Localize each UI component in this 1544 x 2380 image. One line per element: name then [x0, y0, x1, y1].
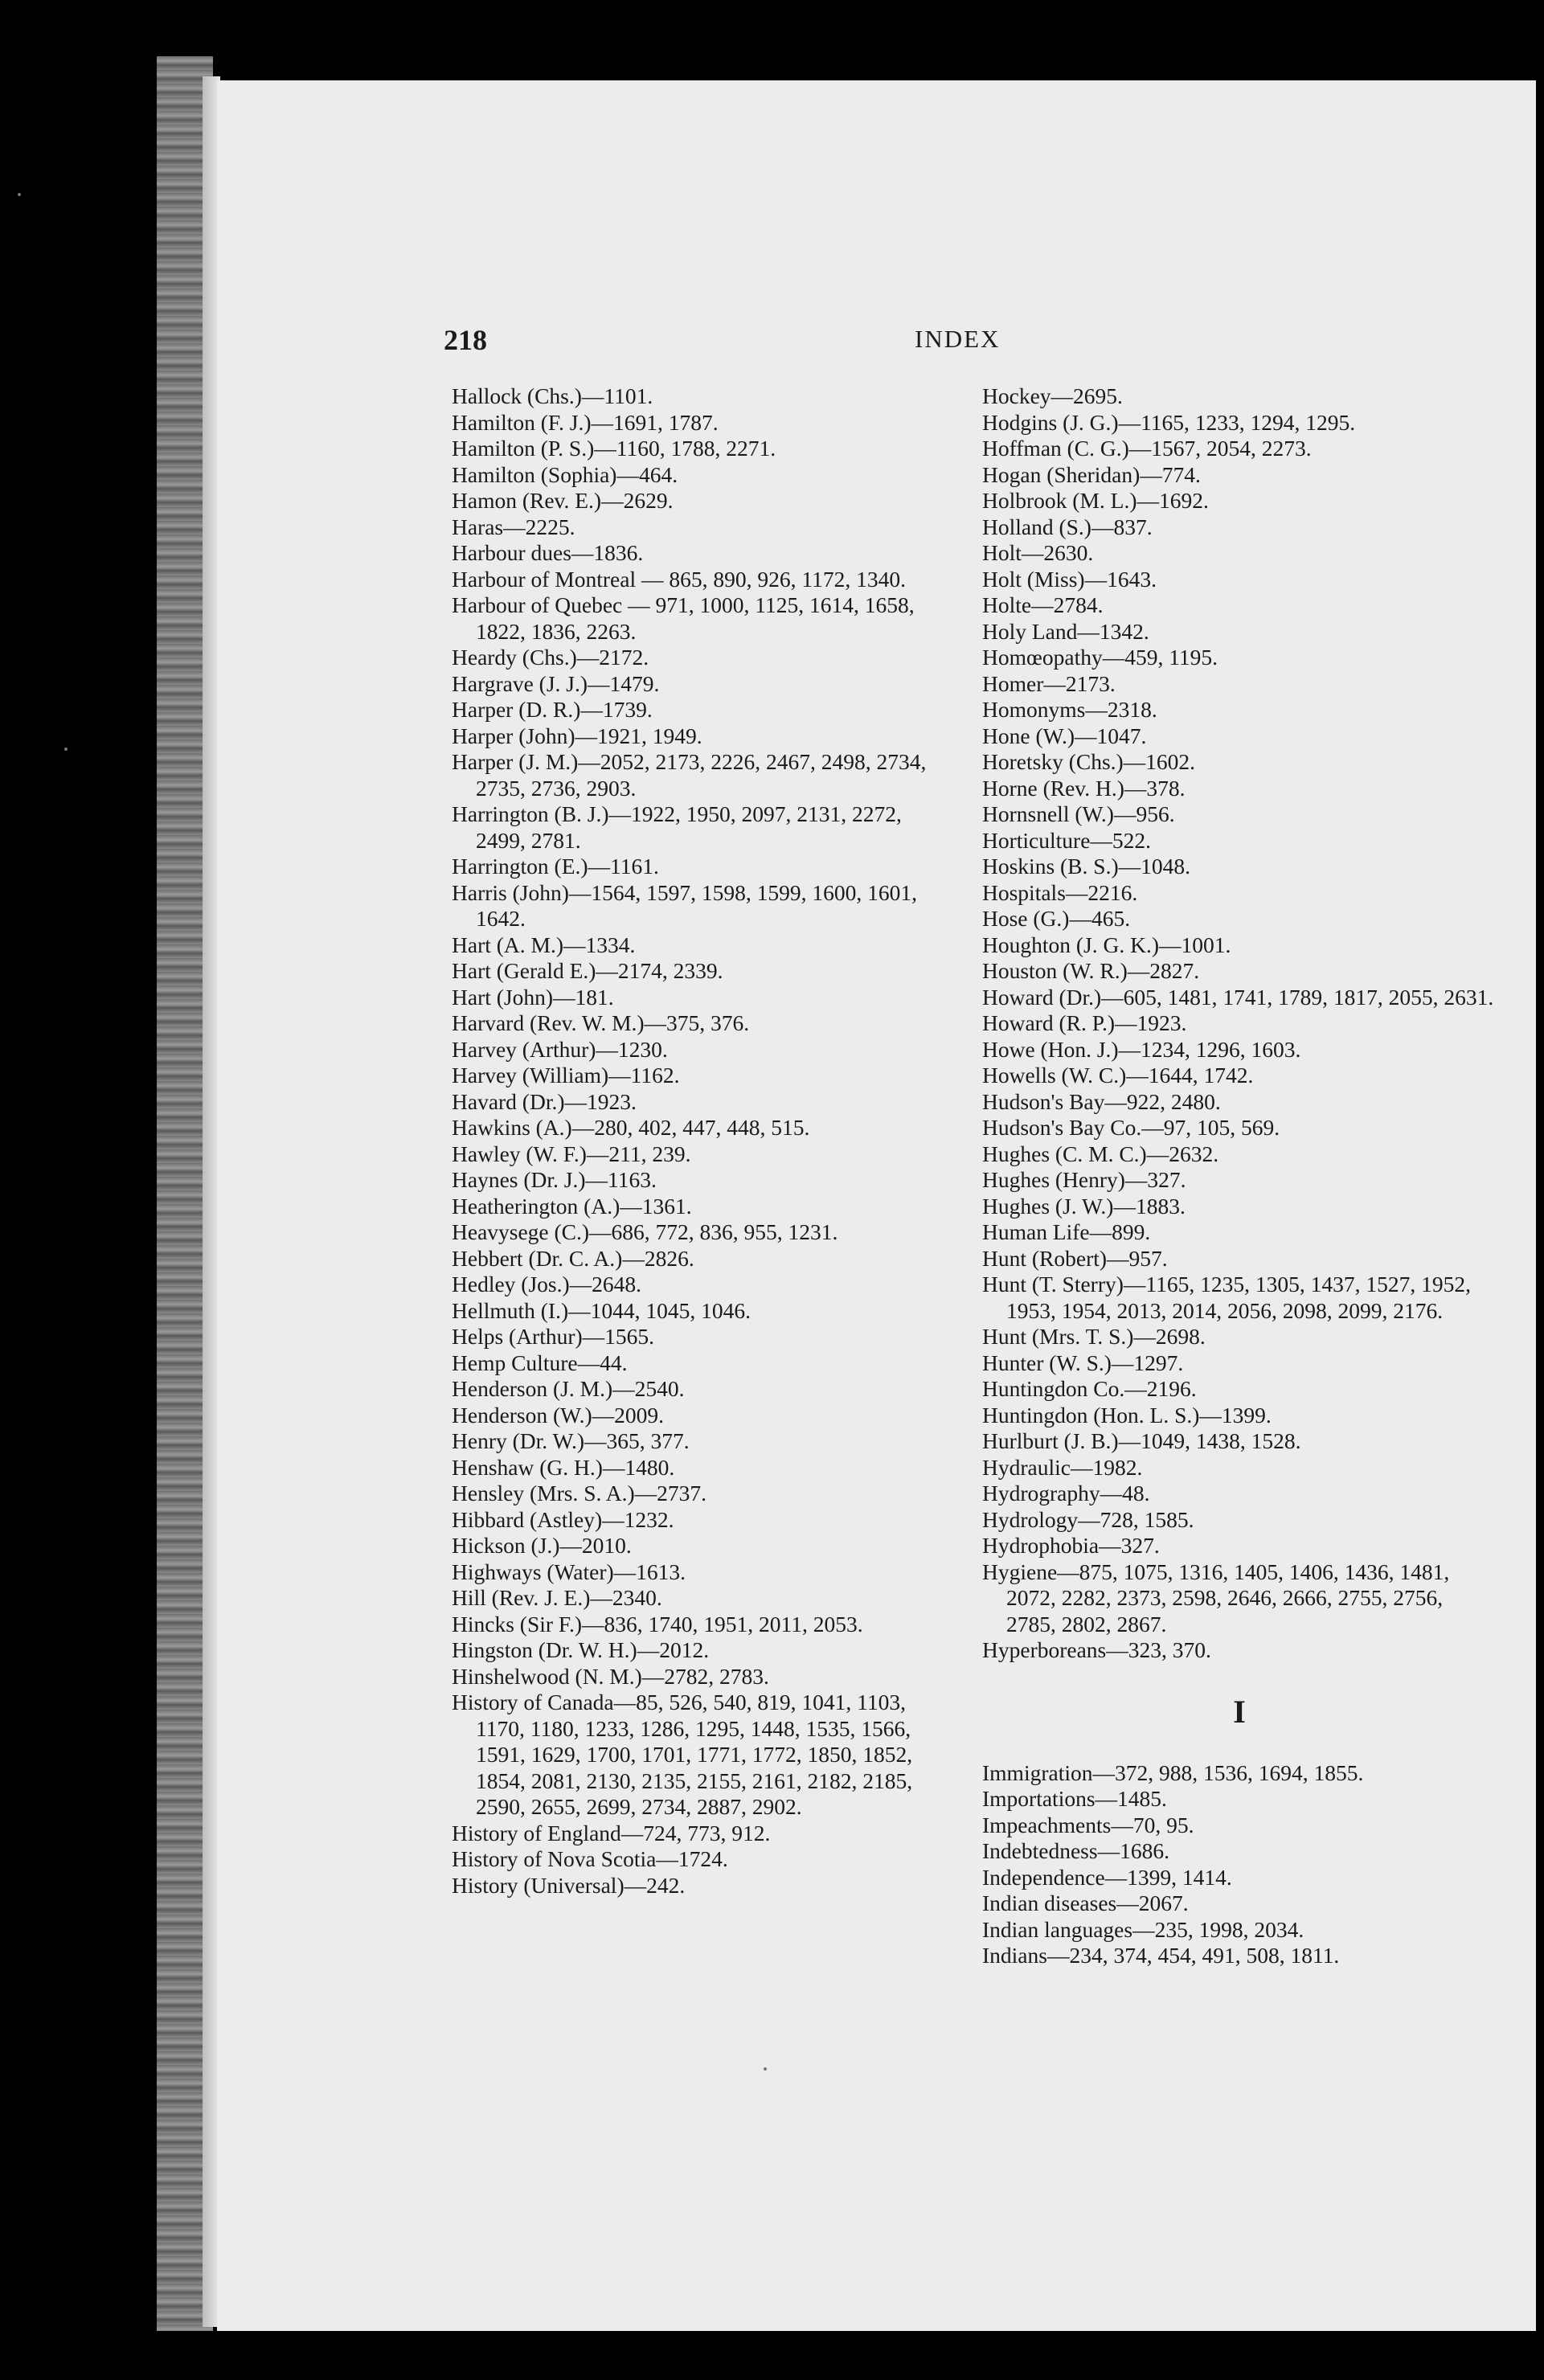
index-entry: Harper (John)—1921, 1949. — [452, 723, 702, 748]
index-entry: Houghton (J. G. K.)—1001. — [982, 932, 1231, 957]
index-entry: Hincks (Sir F.)—836, 1740, 1951, 2011, 2053. — [452, 1611, 863, 1637]
index-column-left — [452, 383, 950, 1899]
index-entry: Helps (Arthur)—1565. — [452, 1324, 655, 1349]
index-entry: Hart (Gerald E.)—2174, 2339. — [452, 958, 723, 983]
index-entry: Hebbert (Dr. C. A.)—2826. — [452, 1245, 694, 1271]
index-entry: Henderson (J. M.)—2540. — [452, 1376, 685, 1401]
index-entry: Huntingdon (Hon. L. S.)—1399. — [982, 1402, 1272, 1428]
index-entry: Hunt (T. Sterry)—1165, 1235, 1305, 1437, 1527, 1952, 1953, 1954, 2013, 2014, 2056, 2098, 2099, 2176. — [982, 1272, 1472, 1323]
index-entry: Hudson's Bay Co.—97, 105, 569. — [982, 1115, 1280, 1140]
index-entry: Indians—234, 374, 454, 491, 508, 1811. — [982, 1943, 1340, 1968]
index-entry: History of Canada—85, 526, 540, 819, 1041, 1103, 1170, 1180, 1233, 1286, 1295, 1448, 1535, 1566, 1591, 1629, 1700, 1701, 1771, 1772, 1850, 1852, 1854, 2081, 2130, 2135, 2155, 2161, 2182, 2185, 2590, 2655, 2699, 2734, 2887, 2902. — [452, 1690, 913, 1819]
section-letter-heading: I — [1233, 1693, 1246, 1730]
index-entry: Hamilton (P. S.)—1160, 1788, 2271. — [452, 436, 776, 461]
index-entry: Harrington (E.)—1161. — [452, 854, 659, 879]
index-entry: Harper (J. M.)—2052, 2173, 2226, 2467, 2498, 2734, 2735, 2736, 2903. — [452, 749, 927, 801]
index-entry: History of Nova Scotia—1724. — [452, 1846, 728, 1871]
index-entry: Hawkins (A.)—280, 402, 447, 448, 515. — [452, 1115, 810, 1140]
index-entry: Holt (Miss)—1643. — [982, 566, 1157, 592]
index-entry: Hydraulic—1982. — [982, 1454, 1143, 1480]
index-entry: Hedley (Jos.)—2648. — [452, 1272, 642, 1297]
index-entry: Homer—2173. — [982, 670, 1116, 696]
ink-speck — [18, 193, 21, 196]
index-entry: Hickson (J.)—2010. — [452, 1533, 632, 1558]
index-entry: Haynes (Dr. J.)—1163. — [452, 1167, 657, 1192]
index-entry: Indian diseases—2067. — [982, 1890, 1189, 1915]
index-entry: Harris (John)—1564, 1597, 1598, 1599, 1600, 1601, 1642. — [452, 879, 917, 931]
index-entry: Impeachments—70, 95. — [982, 1812, 1194, 1837]
index-entry: Hyperboreans—323, 370. — [982, 1637, 1211, 1662]
index-entry: Hoskins (B. S.)—1048. — [982, 854, 1190, 879]
index-entry: Hornsnell (W.)—956. — [982, 801, 1175, 826]
index-entry: Hughes (C. M. C.)—2632. — [982, 1141, 1219, 1166]
index-entry: History (Universal)—242. — [452, 1872, 686, 1898]
index-entry: Hunter (W. S.)—1297. — [982, 1350, 1184, 1375]
index-entry: Hamon (Rev. E.)—2629. — [452, 488, 674, 513]
index-entry: Harbour of Montreal — 865, 890, 926, 1172, 1340. — [452, 566, 906, 592]
index-entry: Hurlburt (J. B.)—1049, 1438, 1528. — [982, 1428, 1301, 1453]
index-entry: Harper (D. R.)—1739. — [452, 697, 653, 722]
index-entry: Importations—1485. — [982, 1786, 1167, 1811]
index-entry: History of England—724, 773, 912. — [452, 1820, 771, 1845]
index-entry: Hamilton (Sophia)—464. — [452, 461, 678, 487]
index-column-right — [982, 383, 1497, 1969]
page-number: 218 — [444, 324, 487, 356]
index-entry: Henshaw (G. H.)—1480. — [452, 1454, 675, 1480]
index-entry: Hinshelwood (N. M.)—2782, 2783. — [452, 1663, 769, 1689]
index-entry: Harbour dues—1836. — [452, 540, 644, 565]
index-entry: Hockey—2695. — [982, 383, 1123, 408]
index-entry: Indian languages—235, 1998, 2034. — [982, 1916, 1304, 1942]
index-entry: Holbrook (M. L.)—1692. — [982, 488, 1209, 513]
index-entry: Holt—2630. — [982, 540, 1094, 565]
index-entry: Human Life—899. — [982, 1219, 1151, 1244]
index-entry: Houston (W. R.)—2827. — [982, 958, 1200, 983]
index-entry: Hart (John)—181. — [452, 984, 614, 1010]
index-entry: Hill (Rev. J. E.)—2340. — [452, 1585, 662, 1610]
index-entry: Holy Land—1342. — [982, 618, 1149, 644]
index-entry: Howe (Hon. J.)—1234, 1296, 1603. — [982, 1036, 1301, 1062]
index-entry: Hodgins (J. G.)—1165, 1233, 1294, 1295. — [982, 409, 1356, 435]
index-entry: Hose (G.)—465. — [982, 906, 1131, 931]
ink-speck — [64, 748, 68, 751]
index-entry: Hygiene—875, 1075, 1316, 1405, 1406, 1436, 1481, 2072, 2282, 2373, 2598, 2646, 2666, 2755, 2756, 2785, 2802, 2867. — [982, 1559, 1450, 1637]
index-entry: Hemp Culture—44. — [452, 1350, 628, 1375]
index-entry: Hydrography—48. — [982, 1481, 1150, 1505]
index-entry: Hughes (Henry)—327. — [982, 1167, 1186, 1192]
index-entry: Homœopathy—459, 1195. — [982, 645, 1218, 670]
index-entry: Hamilton (F. J.)—1691, 1787. — [452, 409, 719, 435]
index-entry: Howard (Dr.)—605, 1481, 1741, 1789, 1817, 2055, 2631. — [982, 984, 1494, 1010]
index-entry: Hingston (Dr. W. H.)—2012. — [452, 1637, 710, 1662]
index-entry: Hydrology—728, 1585. — [982, 1506, 1194, 1532]
index-entry: Howells (W. C.)—1644, 1742. — [982, 1063, 1254, 1088]
index-entry: Heardy (Chs.)—2172. — [452, 645, 649, 670]
index-entry: Hospitals—2216. — [982, 879, 1138, 905]
index-entry: Holland (S.)—837. — [982, 514, 1153, 539]
page-title: INDEX — [915, 325, 1001, 353]
index-entry: Hone (W.)—1047. — [982, 723, 1147, 748]
index-entry: Harbour of Quebec — 971, 1000, 1125, 1614, 1658, 1822, 1836, 2263. — [452, 592, 915, 644]
index-entry: Hawley (W. F.)—211, 239. — [452, 1141, 691, 1166]
index-entry: Indebtedness—1686. — [982, 1838, 1169, 1863]
index-entry: Hunt (Mrs. T. S.)—2698. — [982, 1324, 1206, 1349]
index-entry: Horetsky (Chs.)—1602. — [982, 749, 1196, 774]
index-entry: Havard (Dr.)—1923. — [452, 1088, 637, 1114]
index-entry: Harrington (B. J.)—1922, 1950, 2097, 2131, 2272, 2499, 2781. — [452, 801, 902, 853]
index-entry: Hunt (Robert)—957. — [982, 1245, 1168, 1271]
index-entry: Hudson's Bay—922, 2480. — [982, 1088, 1221, 1114]
index-entry: Hoffman (C. G.)—1567, 2054, 2273. — [982, 436, 1312, 461]
index-entry: Heavysege (C.)—686, 772, 836, 955, 1231. — [452, 1219, 838, 1244]
index-entry: Immigration—372, 988, 1536, 1694, 1855. — [982, 1759, 1364, 1785]
index-entry: Howard (R. P.)—1923. — [982, 1010, 1187, 1035]
index-entry: Holte—2784. — [982, 592, 1104, 617]
index-entry: Huntingdon Co.—2196. — [982, 1376, 1197, 1401]
index-entries-h — [982, 383, 1497, 1664]
index-entry: Hallock (Chs.)—1101. — [452, 383, 653, 408]
index-entry: Henry (Dr. W.)—365, 377. — [452, 1428, 690, 1453]
index-entry: Henderson (W.)—2009. — [452, 1402, 665, 1428]
index-entry: Horticulture—522. — [982, 827, 1152, 853]
index-entry: Hart (A. M.)—1334. — [452, 932, 636, 957]
index-entry: Haras—2225. — [452, 514, 575, 539]
index-entry: Harvey (William)—1162. — [452, 1063, 680, 1088]
index-entry: Homonyms—2318. — [982, 697, 1157, 722]
index-entry: Heatherington (A.)—1361. — [452, 1193, 692, 1219]
index-entry: Hughes (J. W.)—1883. — [982, 1193, 1186, 1219]
index-entry: Hogan (Sheridan)—774. — [982, 461, 1201, 487]
ink-speck — [764, 2067, 767, 2071]
index-entry: Hensley (Mrs. S. A.)—2737. — [452, 1481, 707, 1505]
index-entry: Harvey (Arthur)—1230. — [452, 1036, 668, 1062]
index-entry: Hibbard (Astley)—1232. — [452, 1506, 674, 1532]
index-entry: Independence—1399, 1414. — [982, 1864, 1232, 1890]
index-entry: Hellmuth (I.)—1044, 1045, 1046. — [452, 1297, 751, 1323]
index-entry: Harvard (Rev. W. M.)—375, 376. — [452, 1010, 750, 1035]
index-entry: Horne (Rev. H.)—378. — [982, 775, 1186, 801]
index-entry: Highways (Water)—1613. — [452, 1559, 686, 1584]
index-entry: Hargrave (J. J.)—1479. — [452, 670, 660, 696]
index-entry: Hydrophobia—327. — [982, 1533, 1160, 1558]
index-entries-i — [982, 1760, 1497, 1969]
